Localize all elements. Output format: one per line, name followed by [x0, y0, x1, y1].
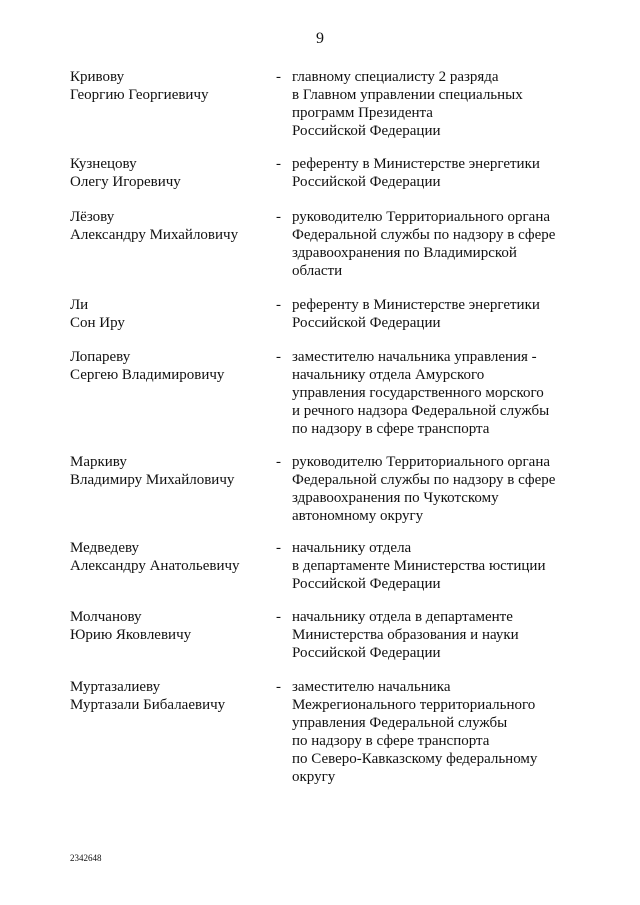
- position-text: [292, 208, 592, 280]
- person-name: [70, 348, 270, 384]
- given-name: Георгию Георгиевичу: [70, 87, 209, 103]
- position-line: Межрегионального территориального: [292, 697, 536, 713]
- given-name: Юрию Яковлевичу: [70, 627, 192, 643]
- position-line: управления Федеральной службы: [292, 715, 508, 731]
- position-line: и речного надзора Федеральной службы: [292, 403, 550, 419]
- position-line: Российской Федерации: [292, 576, 441, 592]
- person-name: [70, 453, 270, 489]
- position-line: референту в Министерстве энергетики: [292, 297, 540, 313]
- position-text: [292, 296, 592, 332]
- dash-separator: -: [276, 156, 281, 172]
- position-line: по Северо-Кавказскому федеральному: [292, 751, 538, 767]
- person-name: [70, 608, 270, 644]
- person-name: [70, 539, 270, 575]
- surname: Лопареву: [70, 349, 131, 365]
- given-name: Сон Иру: [70, 315, 125, 331]
- position-line: референту в Министерстве энергетики: [292, 156, 540, 172]
- person-name: [70, 208, 270, 244]
- person-name: [70, 296, 270, 332]
- dash-separator: -: [276, 609, 281, 625]
- position-line: в Главном управлении специальных: [292, 87, 523, 103]
- position-text: [292, 155, 592, 191]
- page-number: 9: [316, 30, 324, 47]
- position-line: области: [292, 263, 343, 279]
- position-line: по надзору в сфере транспорта: [292, 733, 490, 749]
- position-line: начальнику отдела Амурского: [292, 367, 485, 383]
- position-line: управления государственного морского: [292, 385, 544, 401]
- position-line: Российской Федерации: [292, 123, 441, 139]
- position-line: Федеральной службы по надзору в сфере: [292, 472, 556, 488]
- position-line: главному специалисту 2 разряда: [292, 69, 499, 85]
- surname: Кривову: [70, 69, 125, 85]
- surname: Молчанову: [70, 609, 142, 625]
- surname: Ли: [70, 297, 89, 313]
- given-name: Владимиру Михайловичу: [70, 472, 235, 488]
- dash-separator: -: [276, 679, 281, 695]
- surname: Муртазалиеву: [70, 679, 161, 695]
- given-name: Олегу Игоревичу: [70, 174, 181, 190]
- position-line: руководителю Территориального органа: [292, 454, 551, 470]
- position-line: заместителю начальника управления -: [292, 349, 537, 365]
- surname: Маркиву: [70, 454, 127, 470]
- position-line: здравоохранения по Владимирской: [292, 245, 517, 261]
- surname: Медведеву: [70, 540, 140, 556]
- position-text: [292, 348, 592, 438]
- surname: Лёзову: [70, 209, 115, 225]
- position-line: программ Президента: [292, 105, 433, 121]
- position-text: [292, 678, 592, 786]
- position-line: округу: [292, 769, 336, 785]
- dash-separator: -: [276, 540, 281, 556]
- person-name: [70, 678, 270, 714]
- position-line: заместителю начальника: [292, 679, 451, 695]
- given-name: Муртазали Бибалаевичу: [70, 697, 226, 713]
- position-line: начальнику отдела в департаменте: [292, 609, 513, 625]
- position-line: Министерства образования и науки: [292, 627, 519, 643]
- position-line: Российской Федерации: [292, 645, 441, 661]
- position-line: Российской Федерации: [292, 174, 441, 190]
- position-line: руководителю Территориального органа: [292, 209, 551, 225]
- position-line: начальнику отдела: [292, 540, 412, 556]
- given-name: Александру Михайловичу: [70, 227, 239, 243]
- given-name: Александру Анатольевичу: [70, 558, 240, 574]
- position-text: [292, 68, 592, 140]
- person-name: [70, 68, 270, 104]
- position-line: по надзору в сфере транспорта: [292, 421, 490, 437]
- person-name: [70, 155, 270, 191]
- dash-separator: -: [276, 209, 281, 225]
- position-text: [292, 539, 592, 593]
- dash-separator: -: [276, 297, 281, 313]
- position-line: Российской Федерации: [292, 315, 441, 331]
- position-line: здравоохранения по Чукотскому: [292, 490, 499, 506]
- position-line: в департаменте Министерства юстиции: [292, 558, 546, 574]
- position-text: [292, 453, 592, 525]
- dash-separator: -: [276, 349, 281, 365]
- position-line: Федеральной службы по надзору в сфере: [292, 227, 556, 243]
- dash-separator: -: [276, 454, 281, 470]
- position-text: [292, 608, 592, 662]
- document-code: 2342648: [70, 853, 102, 863]
- dash-separator: -: [276, 69, 281, 85]
- given-name: Сергею Владимировичу: [70, 367, 225, 383]
- surname: Кузнецову: [70, 156, 137, 172]
- position-line: автономному округу: [292, 508, 424, 524]
